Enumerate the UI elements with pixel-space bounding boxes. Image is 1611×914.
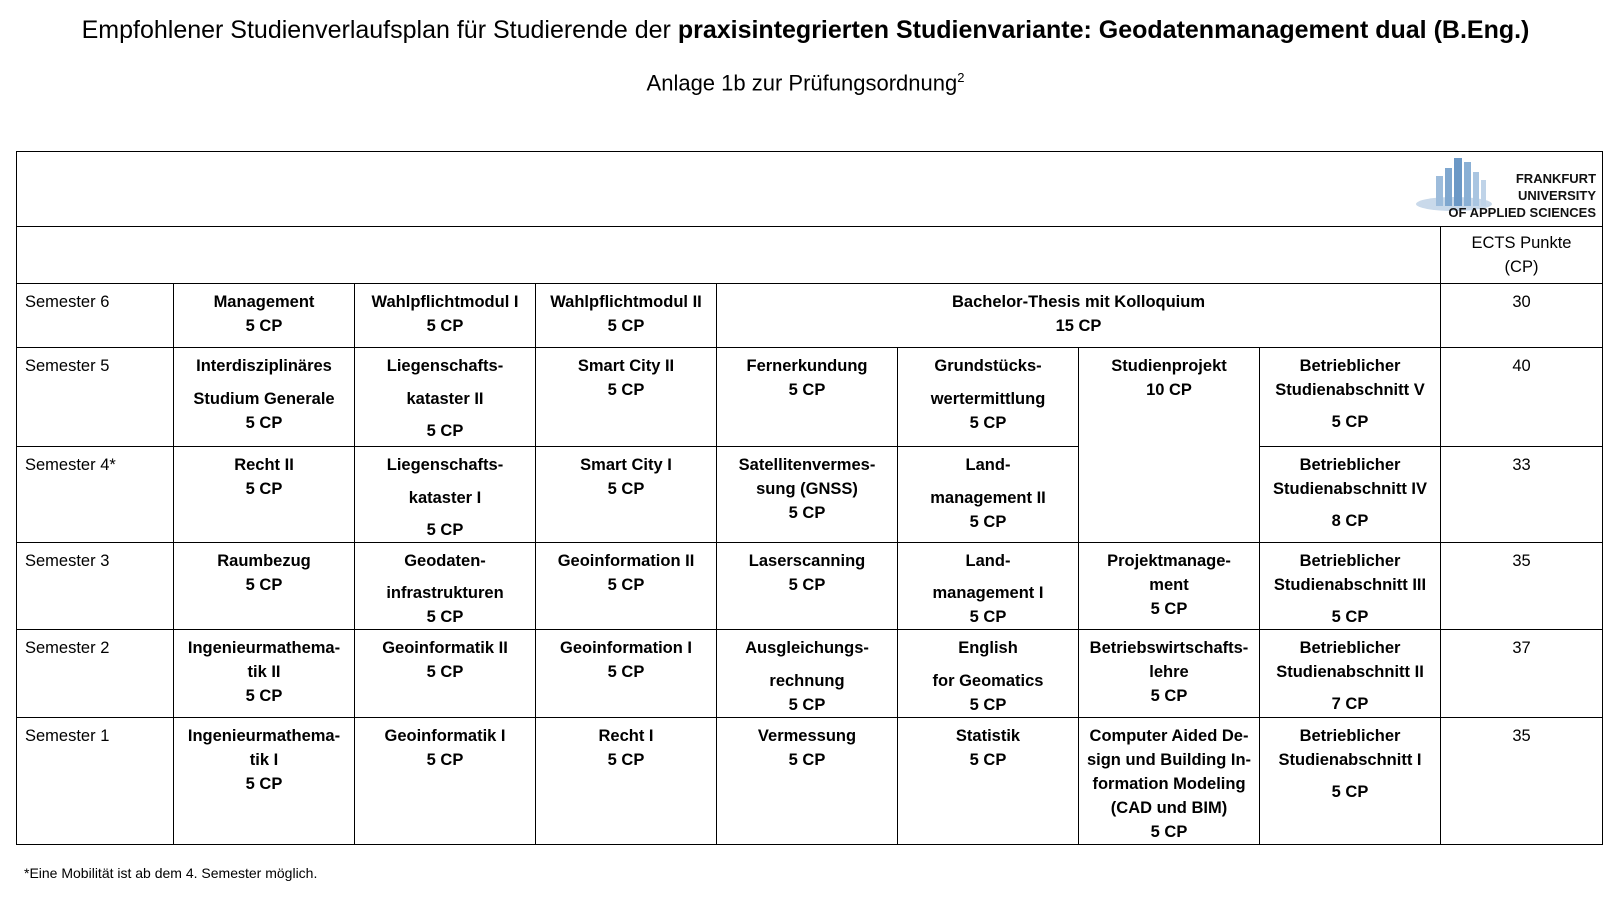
- module-title: tik II: [247, 663, 281, 681]
- module-title: tik I: [249, 751, 279, 769]
- module-title: Studienabschnitt V: [1275, 381, 1425, 399]
- module-cp: 5 CP: [607, 751, 645, 769]
- module-title: Interdisziplinäres: [196, 357, 332, 375]
- module-cp: 8 CP: [1331, 512, 1369, 530]
- module-title: Computer Aided De-: [1089, 727, 1249, 745]
- module-cp: 5 CP: [426, 608, 464, 626]
- module-title: Projektmanage-: [1107, 552, 1231, 570]
- module-cp: 5 CP: [607, 381, 645, 399]
- ects-value: 30: [1441, 284, 1603, 348]
- module-title: sung (GNSS): [756, 480, 858, 498]
- module-title: Management: [213, 293, 315, 311]
- module-title: Ausgleichungs-: [745, 639, 869, 657]
- module-cp: 5 CP: [1331, 783, 1369, 801]
- title-normal: Empfohlener Studienverlaufsplan für Studierende der: [81, 16, 678, 44]
- module-cp: 5 CP: [245, 775, 283, 793]
- university-logo: [1416, 154, 1596, 226]
- ects-value: 35: [1441, 543, 1603, 630]
- module-cp: 5 CP: [245, 414, 283, 432]
- module-title: kataster II: [406, 390, 484, 408]
- ects-value: 40: [1441, 348, 1603, 447]
- subtitle-bold: 1b: [721, 70, 746, 96]
- module-title: Geoinformatik I: [384, 727, 506, 745]
- module-title: Studium Generale: [193, 390, 335, 408]
- module-title: Geoinformatik II: [382, 639, 508, 657]
- module-title: Ingenieurmathema-: [187, 639, 341, 657]
- module-cell: [174, 284, 355, 348]
- module-title: Betrieblicher: [1299, 357, 1401, 375]
- table-row: [17, 718, 1603, 845]
- module-cp: 5 CP: [426, 521, 464, 539]
- module-cp: 5 CP: [1150, 823, 1188, 841]
- ects-value: 33: [1441, 447, 1603, 543]
- ects-value: 37: [1441, 630, 1603, 718]
- module-title: (CAD und BIM): [1110, 799, 1228, 817]
- module-cell: [717, 543, 898, 630]
- module-cp: 5 CP: [969, 513, 1007, 531]
- module-title: Land-: [965, 456, 1011, 474]
- module-title: Betrieblicher: [1299, 456, 1401, 474]
- ects-header-line-1: ECTS Punkte: [1471, 234, 1572, 252]
- module-title: wertermittlung: [930, 390, 1046, 408]
- page-title: [0, 16, 1611, 45]
- page-subtitle: [0, 70, 1611, 96]
- semester-label: Semester 1: [17, 718, 174, 845]
- logo-line-1: FRANKFURT: [1515, 171, 1597, 186]
- module-cell: [898, 543, 1079, 630]
- module-title: Betriebswirtschafts-: [1089, 639, 1249, 657]
- module-cell: [717, 718, 898, 845]
- semester-label: Semester 3: [17, 543, 174, 630]
- module-cell: [355, 348, 536, 447]
- logo-row: [17, 152, 1603, 227]
- module-cell: [536, 447, 717, 543]
- module-cell: [355, 630, 536, 718]
- module-title: Smart City I: [580, 456, 672, 474]
- ects-header: [1441, 227, 1603, 284]
- semester-label: Semester 2: [17, 630, 174, 718]
- module-title: Studienabschnitt III: [1273, 576, 1427, 594]
- module-title: Studienabschnitt II: [1276, 663, 1424, 681]
- module-title: Liegenschafts-: [386, 456, 504, 474]
- module-title: Laserscanning: [748, 552, 866, 570]
- module-title: management I: [932, 584, 1044, 602]
- logo-text: [1448, 170, 1596, 221]
- module-title: Betrieblicher: [1299, 727, 1401, 745]
- module-cell: [1260, 718, 1441, 845]
- module-cp: 5 CP: [969, 414, 1007, 432]
- module-cp: 5 CP: [788, 696, 826, 714]
- module-cell: [174, 447, 355, 543]
- module-cp: 5 CP: [607, 663, 645, 681]
- module-cell: [536, 630, 717, 718]
- logo-line-3: OF APPLIED SCIENCES: [1448, 205, 1597, 220]
- module-title: management II: [930, 489, 1046, 507]
- subtitle-post: zur Prüfungsordnung: [745, 70, 958, 96]
- ects-header-line-2: (CP): [1504, 258, 1539, 276]
- module-title: Ingenieurmathema-: [187, 727, 341, 745]
- module-title: Wahlpflichtmodul I: [371, 293, 519, 311]
- module-cp: 15 CP: [1055, 317, 1102, 335]
- module-title: Liegenschafts-: [386, 357, 504, 375]
- semester-label: Semester 4*: [17, 447, 174, 543]
- study-plan-table: [16, 151, 1603, 845]
- title-bold: praxisintegrierten Studienvariante: Geodatenmanagement dual (B.Eng.): [677, 16, 1530, 44]
- module-cell: [174, 543, 355, 630]
- module-cell: [1260, 447, 1441, 543]
- module-cp: 5 CP: [788, 751, 826, 769]
- module-title: English: [958, 639, 1018, 657]
- subtitle-footnote-mark: 2: [957, 70, 965, 85]
- module-cell: [1079, 543, 1260, 630]
- module-title: Vermessung: [757, 727, 857, 745]
- module-cp: 5 CP: [788, 381, 826, 399]
- module-cp: 5 CP: [1150, 600, 1188, 618]
- module-cell: [355, 543, 536, 630]
- module-title: sign und Building In-: [1086, 751, 1252, 769]
- module-title: Recht I: [598, 727, 654, 745]
- module-cell-thesis: [717, 284, 1441, 348]
- module-cp: 5 CP: [245, 576, 283, 594]
- module-cell: [1079, 630, 1260, 718]
- module-cell: [717, 447, 898, 543]
- table-row: [17, 284, 1603, 348]
- module-title: Geoinformation I: [560, 639, 692, 657]
- logo-line-2: UNIVERSITY: [1518, 188, 1597, 203]
- module-cp: 5 CP: [426, 663, 464, 681]
- module-cp: 5 CP: [788, 504, 826, 522]
- module-cp: 5 CP: [426, 317, 464, 335]
- subtitle-pre: Anlage: [646, 70, 722, 96]
- module-cp: 5 CP: [788, 576, 826, 594]
- module-cp: 5 CP: [1331, 413, 1369, 431]
- module-cell: [536, 284, 717, 348]
- module-cell: [355, 718, 536, 845]
- semester-label: Semester 5: [17, 348, 174, 447]
- module-cell: [536, 348, 717, 447]
- module-title: Studienabschnitt I: [1278, 751, 1422, 769]
- module-cell: [355, 284, 536, 348]
- module-cp: 5 CP: [1150, 687, 1188, 705]
- module-cell: [1260, 348, 1441, 447]
- module-title: Fernerkundung: [746, 357, 868, 375]
- module-title: Smart City II: [577, 357, 675, 375]
- module-title: Betrieblicher: [1299, 639, 1401, 657]
- table-row: [17, 447, 1603, 543]
- module-title: Statistik: [955, 727, 1021, 745]
- footnote: *Eine Mobilität ist ab dem 4. Semester möglich.: [24, 865, 318, 881]
- module-cell: [1260, 630, 1441, 718]
- module-title: for Geomatics: [932, 672, 1044, 690]
- module-cp: 5 CP: [426, 422, 464, 440]
- module-cell: [717, 630, 898, 718]
- module-cell: [174, 348, 355, 447]
- logo-cell: [17, 152, 1603, 227]
- module-title: Land-: [965, 552, 1011, 570]
- module-cp: 5 CP: [607, 480, 645, 498]
- module-cp: 10 CP: [1146, 381, 1192, 399]
- module-cell: [174, 630, 355, 718]
- module-cell: [1079, 718, 1260, 845]
- module-title: Raumbezug: [217, 552, 311, 570]
- module-title: Wahlpflichtmodul II: [550, 293, 702, 311]
- module-title: infrastrukturen: [386, 584, 504, 602]
- module-cell: [898, 630, 1079, 718]
- module-cell-studienprojekt: [1079, 348, 1260, 543]
- module-cp: 5 CP: [969, 696, 1007, 714]
- module-cp: 7 CP: [1331, 695, 1369, 713]
- module-cp: 5 CP: [607, 576, 645, 594]
- module-title: rechnung: [769, 672, 845, 690]
- header-row: [17, 227, 1603, 284]
- semester-label: Semester 6: [17, 284, 174, 348]
- module-cell: [898, 447, 1079, 543]
- module-cp: 5 CP: [969, 751, 1007, 769]
- module-cell: [898, 718, 1079, 845]
- module-cell: [898, 348, 1079, 447]
- module-title: Studienabschnitt IV: [1272, 480, 1427, 498]
- table-row: [17, 348, 1603, 447]
- module-title: formation Modeling: [1092, 775, 1246, 793]
- table-row: [17, 543, 1603, 630]
- module-cp: 5 CP: [1331, 608, 1369, 626]
- module-cp: 5 CP: [607, 317, 645, 335]
- module-title: kataster I: [408, 489, 482, 507]
- module-cp: 5 CP: [245, 317, 283, 335]
- module-title: Geoinformation II: [557, 552, 695, 570]
- ects-value: 35: [1441, 718, 1603, 845]
- module-title: Bachelor-Thesis mit Kolloquium: [951, 293, 1206, 311]
- module-title: Betrieblicher: [1299, 552, 1401, 570]
- module-title: Studienprojekt: [1111, 357, 1227, 375]
- module-cell: [536, 718, 717, 845]
- module-title: Grundstücks-: [934, 357, 1042, 375]
- table-row: [17, 630, 1603, 718]
- module-cp: 5 CP: [245, 687, 283, 705]
- module-title: lehre: [1149, 663, 1189, 681]
- module-cell: [355, 447, 536, 543]
- module-cp: 5 CP: [426, 751, 464, 769]
- module-title: ment: [1149, 576, 1189, 594]
- module-cp: 5 CP: [969, 608, 1007, 626]
- module-title: Recht II: [234, 456, 294, 474]
- module-cell: [717, 348, 898, 447]
- module-title: Satellitenvermes-: [738, 456, 876, 474]
- module-cp: 5 CP: [245, 480, 283, 498]
- header-empty-cell: [17, 227, 1441, 284]
- module-cell: [1260, 543, 1441, 630]
- module-title: Geodaten-: [404, 552, 486, 570]
- module-cell: [174, 718, 355, 845]
- module-cell: [536, 543, 717, 630]
